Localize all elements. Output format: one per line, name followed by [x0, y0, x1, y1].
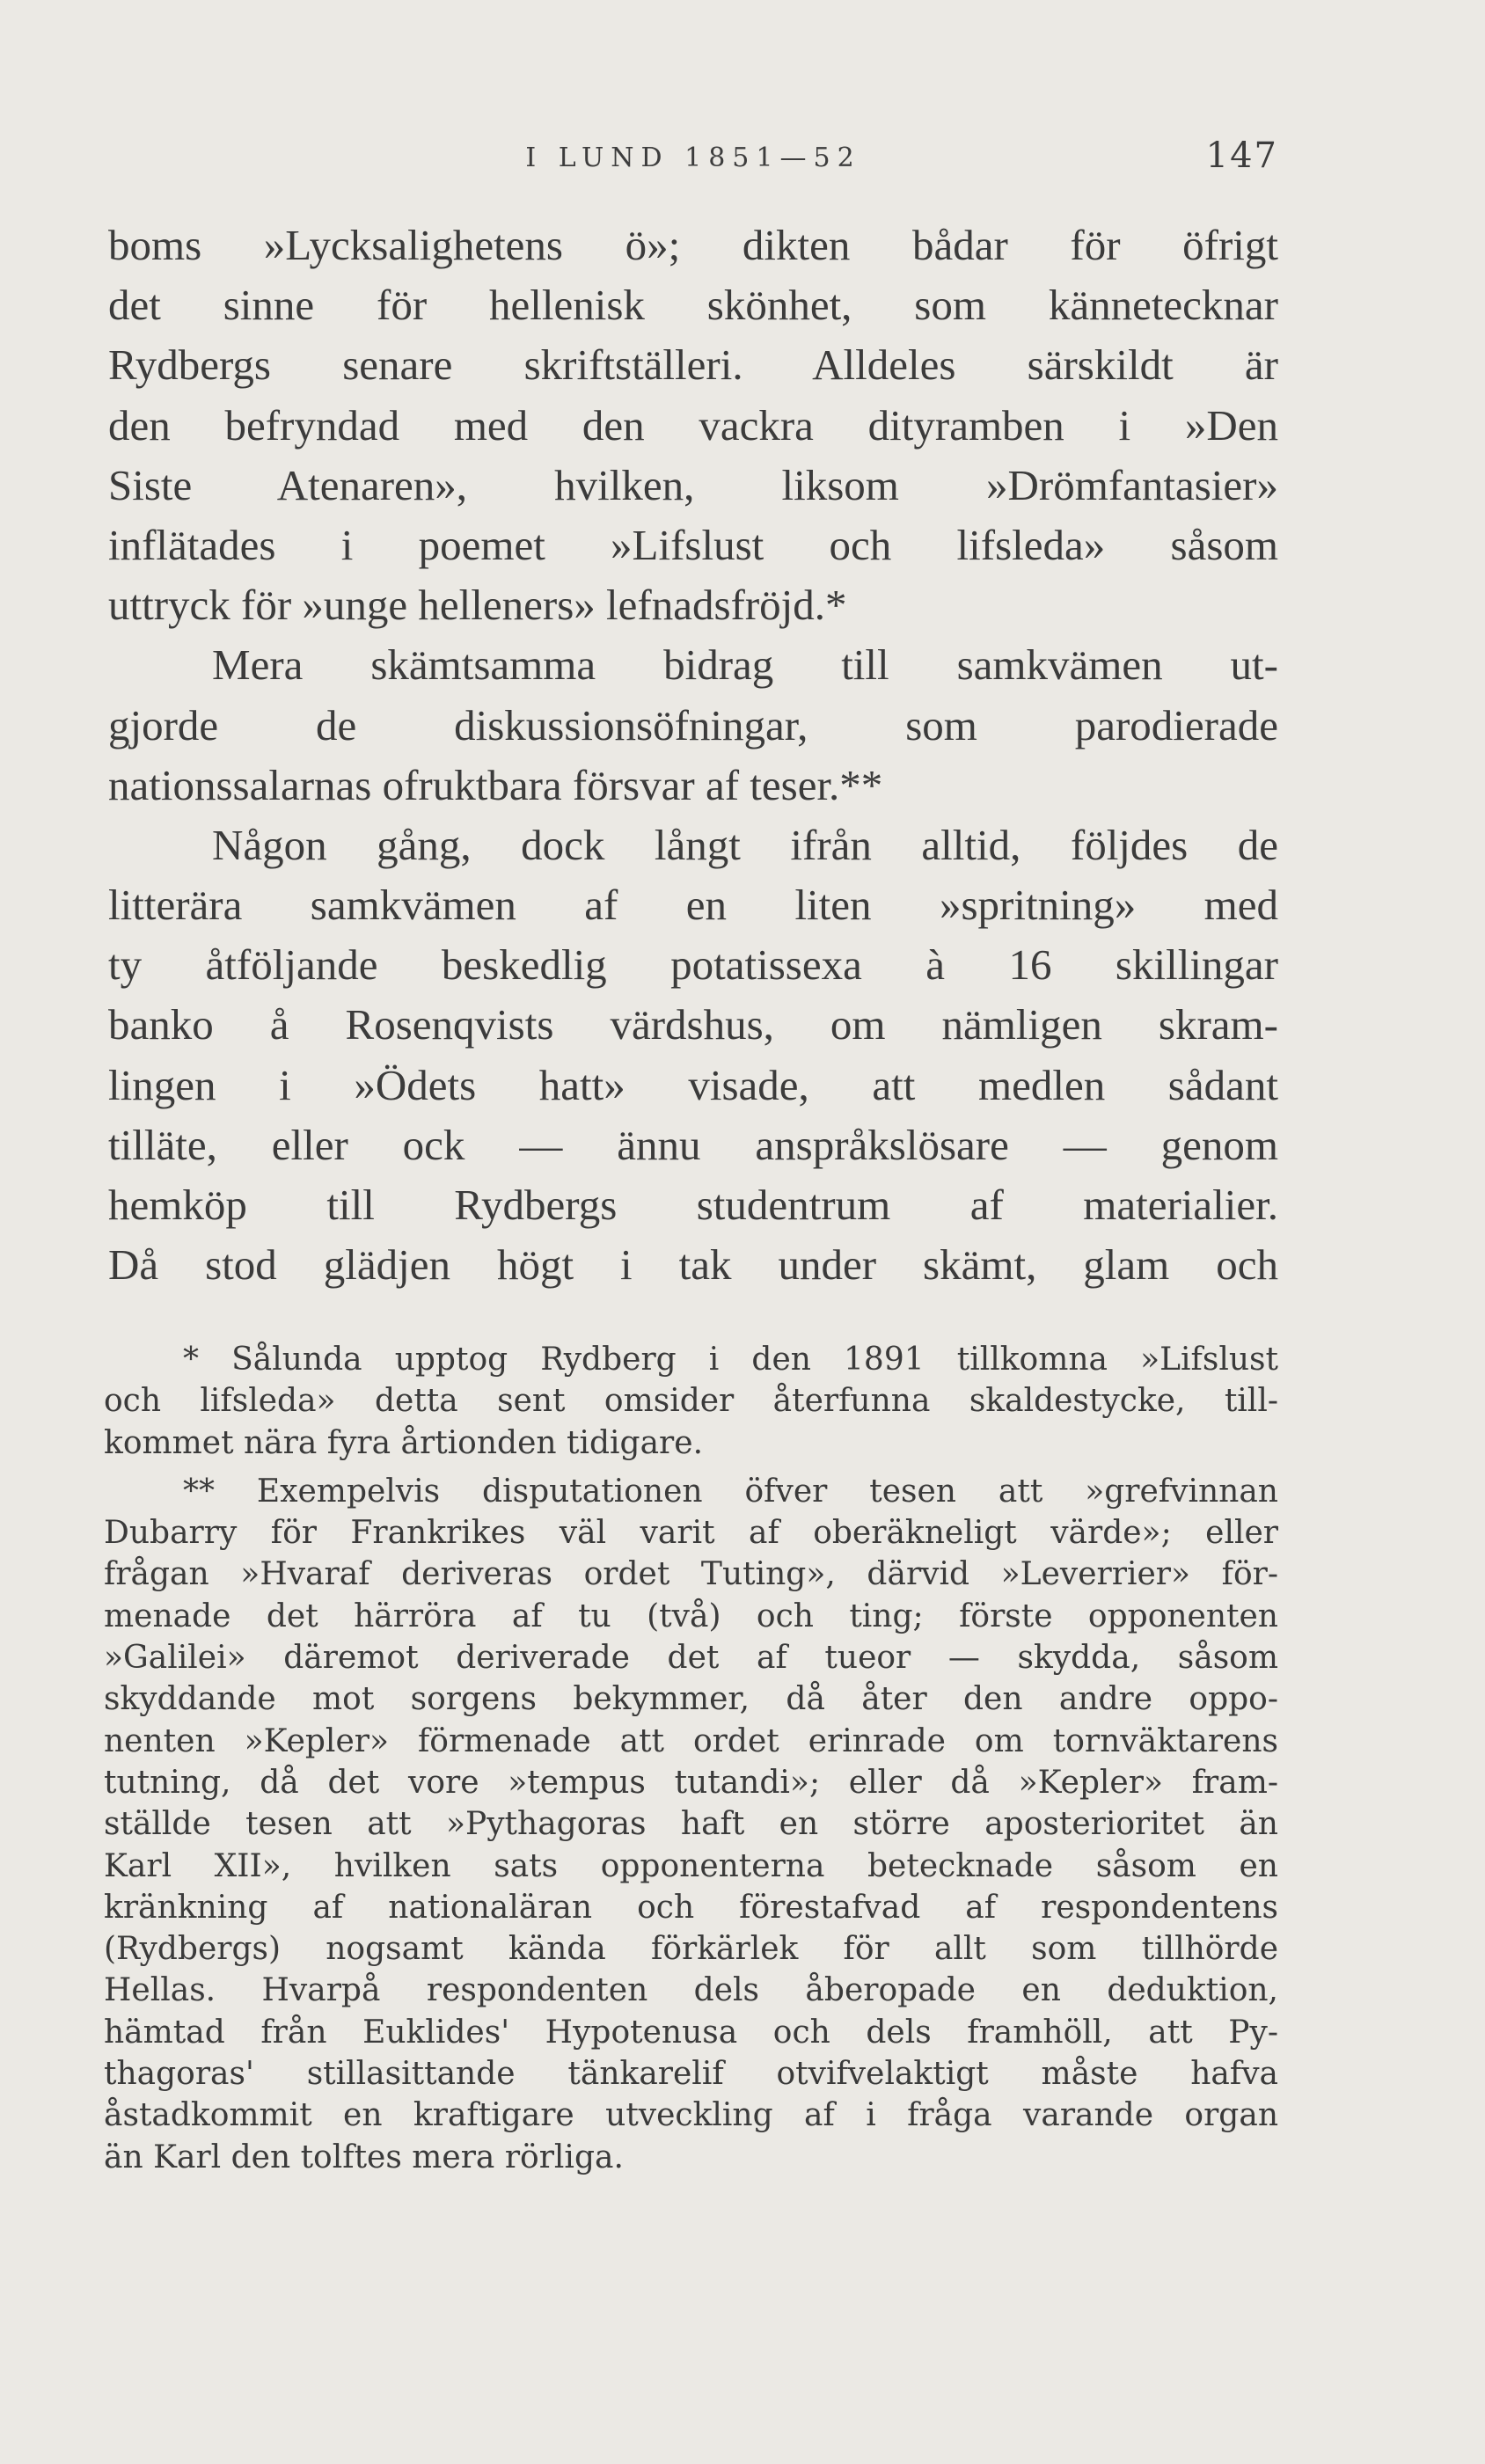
footnote-line: kränkning af nationaläran och förestafvad af respondentens	[104, 1889, 1278, 1926]
footnote-line: åstadkommit en kraftigare utveckling af i fråga varande organ	[104, 2097, 1278, 2134]
footnote-line: »Galilei» däremot deriverade det af tueor — skydda, såsom	[104, 1640, 1278, 1677]
text-line: Då stod glädjen högt i tak under skämt, glam och	[108, 1240, 1278, 1290]
text-line: banko å Rosenqvists värdshus, om nämligen skram-	[108, 1000, 1278, 1049]
text-line: Siste Atenaren», hvilken, liksom »Drömfantasier»	[108, 460, 1278, 509]
footnote-line: ** Exempelvis disputationen öfver tesen att »grefvinnan	[183, 1473, 1278, 1510]
footnote-line: thagoras' stillasittande tänkarelif otvifvelaktigt måste hafva	[104, 2056, 1278, 2093]
footnote-line: menade det härröra af tu (två) och ting; förste opponenten	[104, 1598, 1278, 1634]
footnote-line: hämtad från Euklides' Hypotenusa och dels framhöll, att Py-	[104, 2014, 1278, 2051]
footnote-line: skyddande mot sorgens bekymmer, då åter den andre oppo-	[104, 1681, 1278, 1718]
footnote-line: och lifsleda» detta sent omsider återfunna skaldestycke, till-	[104, 1383, 1278, 1420]
text-line: inflätades i poemet »Lifslust och lifsleda» såsom	[108, 520, 1278, 569]
text-line: det sinne för hellenisk skönhet, som kännetecknar	[108, 281, 1278, 330]
text-line: Mera skämtsamma bidrag till samkvämen ut-	[212, 640, 1278, 690]
footnote-line: Dubarry för Frankrikes väl varit af oberäkneligt värde»; eller	[104, 1515, 1278, 1552]
footnote-line: kommet nära fyra årtionden tidigare.	[104, 1424, 704, 1461]
page-header	[108, 132, 1278, 185]
running-head: I LUND 1851—52	[525, 143, 861, 173]
text-line: den befryndad med den vackra dityramben i »Den	[108, 400, 1278, 450]
footnote-line: Hellas. Hvarpå respondenten dels åberopade en deduktion,	[104, 1972, 1278, 2009]
footnote-line: * Sålunda upptog Rydberg i den 1891 tillkomna »Lifslust	[183, 1342, 1278, 1378]
text-line: ty åtföljande beskedlig potatissexa à 16 skillingar	[108, 940, 1278, 990]
text-line: uttryck för »unge helleners» lefnadsfröjd.*	[108, 581, 847, 630]
text-line: lingen i »Ödets hatt» visade, att medlen sådant	[108, 1060, 1278, 1109]
text-line: Någon gång, dock långt ifrån alltid, följdes de	[212, 820, 1278, 869]
footnote-line: nenten »Kepler» förmenade att ordet erinrade om tornväktarens	[104, 1722, 1278, 1759]
footnote-line: Karl XII», hvilken sats opponenterna betecknade såsom en	[104, 1847, 1278, 1884]
text-line: Rydbergs senare skriftställeri. Alldeles särskildt är	[108, 340, 1278, 390]
text-line: nationssalarnas ofruktbara försvar af teser.**	[108, 760, 883, 809]
footnote-line: (Rydbergs) nogsamt kända förkärlek för allt som tillhörde	[104, 1931, 1278, 1968]
text-line: litterära samkvämen af en liten »spritning» med	[108, 881, 1278, 930]
footnote-line: än Karl den tolftes mera rörliga.	[104, 2139, 624, 2175]
text-line: gjorde de diskussionsöfningar, som parodierade	[108, 700, 1278, 749]
page-number: 147	[1205, 135, 1278, 176]
footnote-line: tutning, då det vore »tempus tutandi»; eller då »Kepler» fram-	[104, 1764, 1278, 1801]
text-line: tilläte, eller ock — ännu anspråkslösare — genom	[108, 1120, 1278, 1169]
footnote-line: ställde tesen att »Pythagoras haft en större aposterioritet än	[104, 1806, 1278, 1843]
text-line: boms »Lycksalighetens ö»; dikten bådar för öfrigt	[108, 221, 1278, 269]
footnotes	[104, 1339, 1278, 2178]
footnote-line: frågan »Hvaraf deriveras ordet Tuting», därvid »Leverrier» för-	[104, 1556, 1278, 1593]
text-line: hemköp till Rydbergs studentrum af materialier.	[108, 1181, 1278, 1229]
main-text	[108, 216, 1278, 1295]
